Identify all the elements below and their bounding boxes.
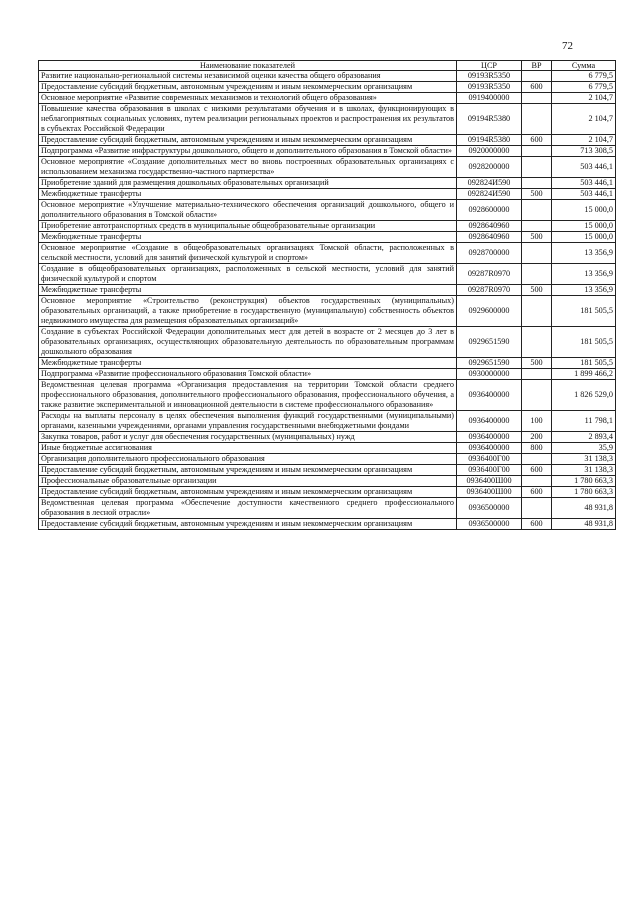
- cell-csr: 09287R0970: [457, 264, 522, 285]
- cell-csr: 0929600000: [457, 296, 522, 327]
- cell-csr: 0936400Ш00: [457, 476, 522, 487]
- header-sum: Сумма: [552, 61, 616, 71]
- table-row: [39, 432, 616, 443]
- cell-sum: 31 138,3: [552, 465, 616, 476]
- cell-vr: [522, 221, 552, 232]
- cell-name: Основное мероприятие «Развитие современных механизмов и технологий общего образования»: [39, 93, 457, 104]
- cell-name: Основное мероприятие «Создание дополнительных мест во вновь построенных образовательных организациях с использованием механизма государственно-частного партнерства»: [39, 157, 457, 178]
- cell-sum: 13 356,9: [552, 285, 616, 296]
- cell-csr: 0929651590: [457, 327, 522, 358]
- cell-csr: 0920000000: [457, 146, 522, 157]
- cell-csr: 0936500000: [457, 498, 522, 519]
- cell-name: Основное мероприятие «Улучшение материально-технического обеспечения организаций дошкольного, общего и дополнительного образования в Томской области»: [39, 200, 457, 221]
- cell-name: Создание в субъектах Российской Федерации дополнительных мест для детей в возрасте от 2 месяцев до 3 лет в образовательных организациях, осуществляющих образовательную деятельность по образовательным программам дошкольного образования: [39, 327, 457, 358]
- cell-csr: 092824И590: [457, 178, 522, 189]
- table-row: [39, 380, 616, 411]
- cell-sum: 6 779,5: [552, 71, 616, 82]
- cell-sum: 15 000,0: [552, 232, 616, 243]
- table-row: [39, 454, 616, 465]
- cell-csr: 0936400000: [457, 411, 522, 432]
- cell-vr: 500: [522, 285, 552, 296]
- cell-vr: [522, 243, 552, 264]
- cell-vr: [522, 369, 552, 380]
- cell-vr: 600: [522, 487, 552, 498]
- cell-sum: 1 780 663,3: [552, 487, 616, 498]
- table-row: [39, 243, 616, 264]
- cell-name: Ведомственная целевая программа «Организация предоставления на территории Томской области среднего профессионального образования, дополнительного профессионального образования, профессионального обучения, а также развитие экспериментальной и инновационной деятельности в системе профессионального образования»: [39, 380, 457, 411]
- cell-name: Подпрограмма «Развитие профессионального образования Томской области»: [39, 369, 457, 380]
- table-row: [39, 146, 616, 157]
- table-row: [39, 104, 616, 135]
- cell-name: Ведомственная целевая программа «Обеспечение доступности качественного среднего профессионального образования в лесной отрасли»: [39, 498, 457, 519]
- table-row: [39, 465, 616, 476]
- table-row: [39, 232, 616, 243]
- table-row: [39, 135, 616, 146]
- cell-sum: 11 798,1: [552, 411, 616, 432]
- cell-name: Предоставление субсидий бюджетным, автономным учреждениям и иным некоммерческим организациям: [39, 519, 457, 530]
- cell-vr: 200: [522, 432, 552, 443]
- table-body: [39, 71, 616, 530]
- cell-csr: 0930000000: [457, 369, 522, 380]
- table-row: [39, 519, 616, 530]
- cell-sum: 48 931,8: [552, 519, 616, 530]
- cell-csr: 09193R5350: [457, 71, 522, 82]
- cell-name: Приобретение зданий для размещения дошкольных образовательных организаций: [39, 178, 457, 189]
- cell-csr: 0936400000: [457, 432, 522, 443]
- cell-sum: 6 779,5: [552, 82, 616, 93]
- cell-vr: 500: [522, 232, 552, 243]
- cell-csr: 09194R5380: [457, 135, 522, 146]
- table-row: [39, 71, 616, 82]
- cell-vr: [522, 454, 552, 465]
- cell-csr: 0936400000: [457, 443, 522, 454]
- cell-vr: 500: [522, 358, 552, 369]
- cell-csr: 092824И590: [457, 189, 522, 200]
- cell-name: Основное мероприятие «Создание в общеобразовательных организациях Томской области, расположенных в сельской местности, условий для занятий физической культурой и спортом»: [39, 243, 457, 264]
- cell-csr: 09193R5350: [457, 82, 522, 93]
- cell-csr: 0936400000: [457, 380, 522, 411]
- cell-name: Повышение качества образования в школах с низкими результатами обучения и в школах, функционирующих в неблагоприятных социальных условиях, путем реализации региональных проектов и распространения их результатов в субъектах Российской Федерации: [39, 104, 457, 135]
- cell-name: Закупка товаров, работ и услуг для обеспечения государственных (муниципальных) нужд: [39, 432, 457, 443]
- cell-csr: 0919400000: [457, 93, 522, 104]
- cell-vr: 100: [522, 411, 552, 432]
- cell-name: Подпрограмма «Развитие инфраструктуры дошкольного, общего и дополнительного образования в Томской области»: [39, 146, 457, 157]
- cell-vr: 500: [522, 189, 552, 200]
- cell-sum: 2 104,7: [552, 104, 616, 135]
- cell-sum: 35,9: [552, 443, 616, 454]
- cell-vr: [522, 157, 552, 178]
- cell-sum: 13 356,9: [552, 264, 616, 285]
- header-csr: ЦСР: [457, 61, 522, 71]
- cell-name: Организация дополнительного профессионального образования: [39, 454, 457, 465]
- cell-sum: 48 931,8: [552, 498, 616, 519]
- header-vr: ВР: [522, 61, 552, 71]
- header-name: Наименование показателей: [39, 61, 457, 71]
- table-row: [39, 221, 616, 232]
- cell-csr: 0928700000: [457, 243, 522, 264]
- cell-name: Расходы на выплаты персоналу в целях обеспечения выполнения функций государственными (муниципальными) органами, казенными учреждениями, органами управления государственными внебюджетными фондами: [39, 411, 457, 432]
- table-row: [39, 157, 616, 178]
- cell-name: Предоставление субсидий бюджетным, автономным учреждениям и иным некоммерческим организациям: [39, 82, 457, 93]
- cell-vr: [522, 498, 552, 519]
- table-row: [39, 327, 616, 358]
- cell-name: Профессиональные образовательные организации: [39, 476, 457, 487]
- table-row: [39, 296, 616, 327]
- table-row: [39, 443, 616, 454]
- cell-name: Создание в общеобразовательных организациях, расположенных в сельской местности, условий для занятий физической культурой и спортом: [39, 264, 457, 285]
- cell-sum: 1 780 663,3: [552, 476, 616, 487]
- table-row: [39, 358, 616, 369]
- table-row: [39, 369, 616, 380]
- table-row: [39, 411, 616, 432]
- cell-vr: [522, 93, 552, 104]
- cell-name: Предоставление субсидий бюджетным, автономным учреждениям и иным некоммерческим организациям: [39, 465, 457, 476]
- table-row: [39, 487, 616, 498]
- budget-table: [38, 60, 616, 530]
- cell-csr: 0936400Г00: [457, 454, 522, 465]
- cell-csr: 0936500000: [457, 519, 522, 530]
- cell-sum: 2 893,4: [552, 432, 616, 443]
- table-row: [39, 93, 616, 104]
- cell-sum: 713 308,5: [552, 146, 616, 157]
- cell-sum: 15 000,0: [552, 221, 616, 232]
- cell-vr: [522, 200, 552, 221]
- cell-sum: 1 826 529,0: [552, 380, 616, 411]
- table-row: [39, 178, 616, 189]
- cell-sum: 181 505,5: [552, 327, 616, 358]
- cell-csr: 0928600000: [457, 200, 522, 221]
- cell-name: Иные бюджетные ассигнования: [39, 443, 457, 454]
- page-number: 72: [562, 40, 573, 52]
- cell-vr: [522, 264, 552, 285]
- cell-name: Основное мероприятие «Строительство (реконструкция) объектов государственных (муниципальных) образовательных организаций, а также приобретение в государственную (муниципальную) собственность объектов недвижимого имущества для размещения образовательных организаций»: [39, 296, 457, 327]
- table-row: [39, 200, 616, 221]
- cell-vr: [522, 296, 552, 327]
- cell-vr: 600: [522, 519, 552, 530]
- cell-sum: 503 446,1: [552, 157, 616, 178]
- table-row: [39, 498, 616, 519]
- cell-sum: 15 000,0: [552, 200, 616, 221]
- cell-vr: [522, 178, 552, 189]
- table-row: [39, 264, 616, 285]
- cell-vr: [522, 476, 552, 487]
- cell-csr: 09194R5380: [457, 104, 522, 135]
- cell-vr: 600: [522, 465, 552, 476]
- cell-vr: 800: [522, 443, 552, 454]
- cell-sum: 2 104,7: [552, 93, 616, 104]
- cell-csr: 0928640960: [457, 221, 522, 232]
- cell-name: Развитие национально-региональной системы независимой оценки качества общего образования: [39, 71, 457, 82]
- table-header: [39, 61, 616, 71]
- cell-csr: 0928640960: [457, 232, 522, 243]
- cell-csr: 0929651590: [457, 358, 522, 369]
- cell-sum: 181 505,5: [552, 358, 616, 369]
- cell-vr: 600: [522, 135, 552, 146]
- cell-vr: [522, 146, 552, 157]
- cell-vr: [522, 327, 552, 358]
- cell-vr: [522, 380, 552, 411]
- cell-csr: 09287R0970: [457, 285, 522, 296]
- cell-sum: 2 104,7: [552, 135, 616, 146]
- cell-sum: 13 356,9: [552, 243, 616, 264]
- cell-name: Межбюджетные трансферты: [39, 189, 457, 200]
- cell-sum: 503 446,1: [552, 178, 616, 189]
- cell-vr: [522, 104, 552, 135]
- cell-name: Межбюджетные трансферты: [39, 232, 457, 243]
- cell-sum: 181 505,5: [552, 296, 616, 327]
- cell-sum: 503 446,1: [552, 189, 616, 200]
- cell-csr: 0928200000: [457, 157, 522, 178]
- cell-name: Предоставление субсидий бюджетным, автономным учреждениям и иным некоммерческим организациям: [39, 135, 457, 146]
- table-row: [39, 476, 616, 487]
- cell-sum: 31 138,3: [552, 454, 616, 465]
- cell-sum: 1 899 466,2: [552, 369, 616, 380]
- cell-vr: [522, 71, 552, 82]
- cell-csr: 0936400Г00: [457, 465, 522, 476]
- cell-name: Предоставление субсидий бюджетным, автономным учреждениям и иным некоммерческим организациям: [39, 487, 457, 498]
- header-row: [39, 61, 616, 71]
- cell-csr: 0936400Ш00: [457, 487, 522, 498]
- cell-name: Межбюджетные трансферты: [39, 285, 457, 296]
- cell-name: Межбюджетные трансферты: [39, 358, 457, 369]
- table-row: [39, 285, 616, 296]
- table-row: [39, 189, 616, 200]
- table-row: [39, 82, 616, 93]
- cell-name: Приобретение автотранспортных средств в муниципальные общеобразовательные организации: [39, 221, 457, 232]
- cell-vr: 600: [522, 82, 552, 93]
